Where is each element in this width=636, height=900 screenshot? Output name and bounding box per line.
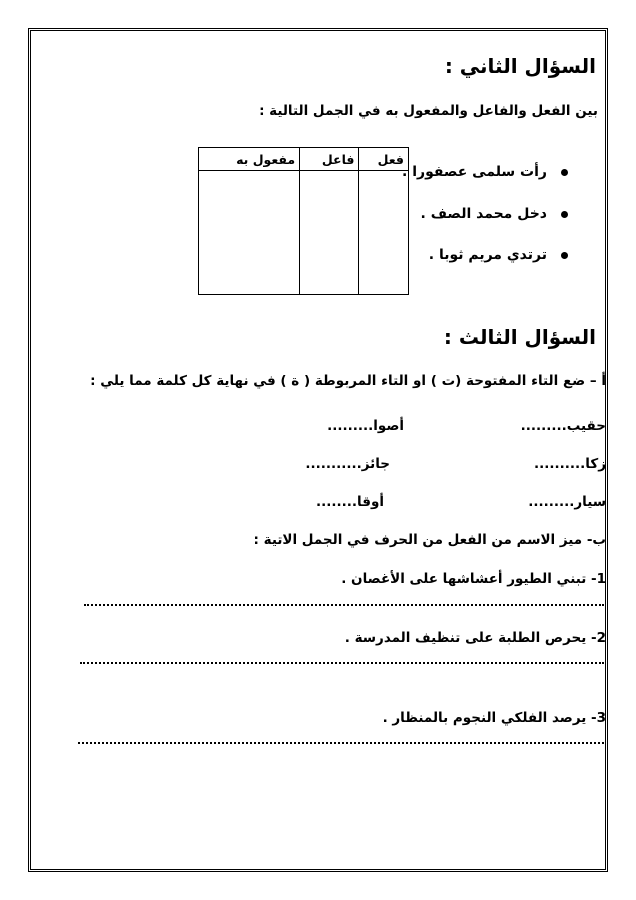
header-verb: فعل bbox=[359, 148, 409, 171]
word-blank: أوقا........ bbox=[316, 494, 384, 510]
header-object: مفعول به bbox=[199, 148, 300, 171]
table-answer-row bbox=[199, 171, 409, 295]
sentence-item bbox=[421, 206, 568, 222]
answer-cell[interactable] bbox=[359, 171, 409, 295]
answer-table bbox=[198, 147, 409, 295]
word-blank: حقيب......... bbox=[520, 418, 606, 434]
sentence-item bbox=[429, 247, 568, 263]
word-blank: زكا.......... bbox=[534, 456, 606, 472]
question-2-title: السؤال الثاني : bbox=[444, 54, 596, 78]
exercise-sentence: 3- يرصد الفلكي النجوم بالمنظار . bbox=[382, 710, 606, 726]
exercise-sentence: 1- تبني الطيور أعشاشها على الأغصان . bbox=[341, 571, 606, 587]
word-blank: أصوا......... bbox=[327, 418, 404, 434]
sentence-text: دخل محمد الصف . bbox=[420, 206, 547, 222]
part-a-instruction: أ – ضع التاء المفتوحة (ت ) او التاء المربوطة ( ة ) في نهاية كل كلمة مما يلي : bbox=[90, 373, 606, 389]
header-subject: فاعل bbox=[300, 148, 359, 171]
question-3-title: السؤال الثالث : bbox=[443, 325, 596, 349]
answer-line[interactable] bbox=[84, 604, 604, 606]
word-blank: جائز........... bbox=[305, 456, 390, 472]
word-blank: سيار......... bbox=[528, 494, 606, 510]
answer-line[interactable] bbox=[78, 742, 604, 744]
exercise-sentence: 2- يحرص الطلبة على تنظيف المدرسة . bbox=[344, 630, 606, 646]
answer-cell[interactable] bbox=[300, 171, 359, 295]
part-b-instruction: ب- ميز الاسم من الفعل من الحرف في الجمل الاتية : bbox=[253, 532, 606, 548]
bullet-icon bbox=[561, 252, 568, 259]
bullet-icon bbox=[561, 169, 568, 176]
sentence-item bbox=[402, 164, 568, 180]
answer-line[interactable] bbox=[80, 662, 604, 664]
sentence-text: رأت سلمى عصفورا . bbox=[402, 164, 547, 180]
bullet-icon bbox=[561, 211, 568, 218]
sentence-text: ترتدي مريم ثوبا . bbox=[428, 247, 547, 263]
question-2-instruction: بين الفعل والفاعل والمفعول به في الجمل التالية : bbox=[259, 103, 598, 119]
table-header-row bbox=[199, 148, 409, 171]
answer-cell[interactable] bbox=[199, 171, 300, 295]
